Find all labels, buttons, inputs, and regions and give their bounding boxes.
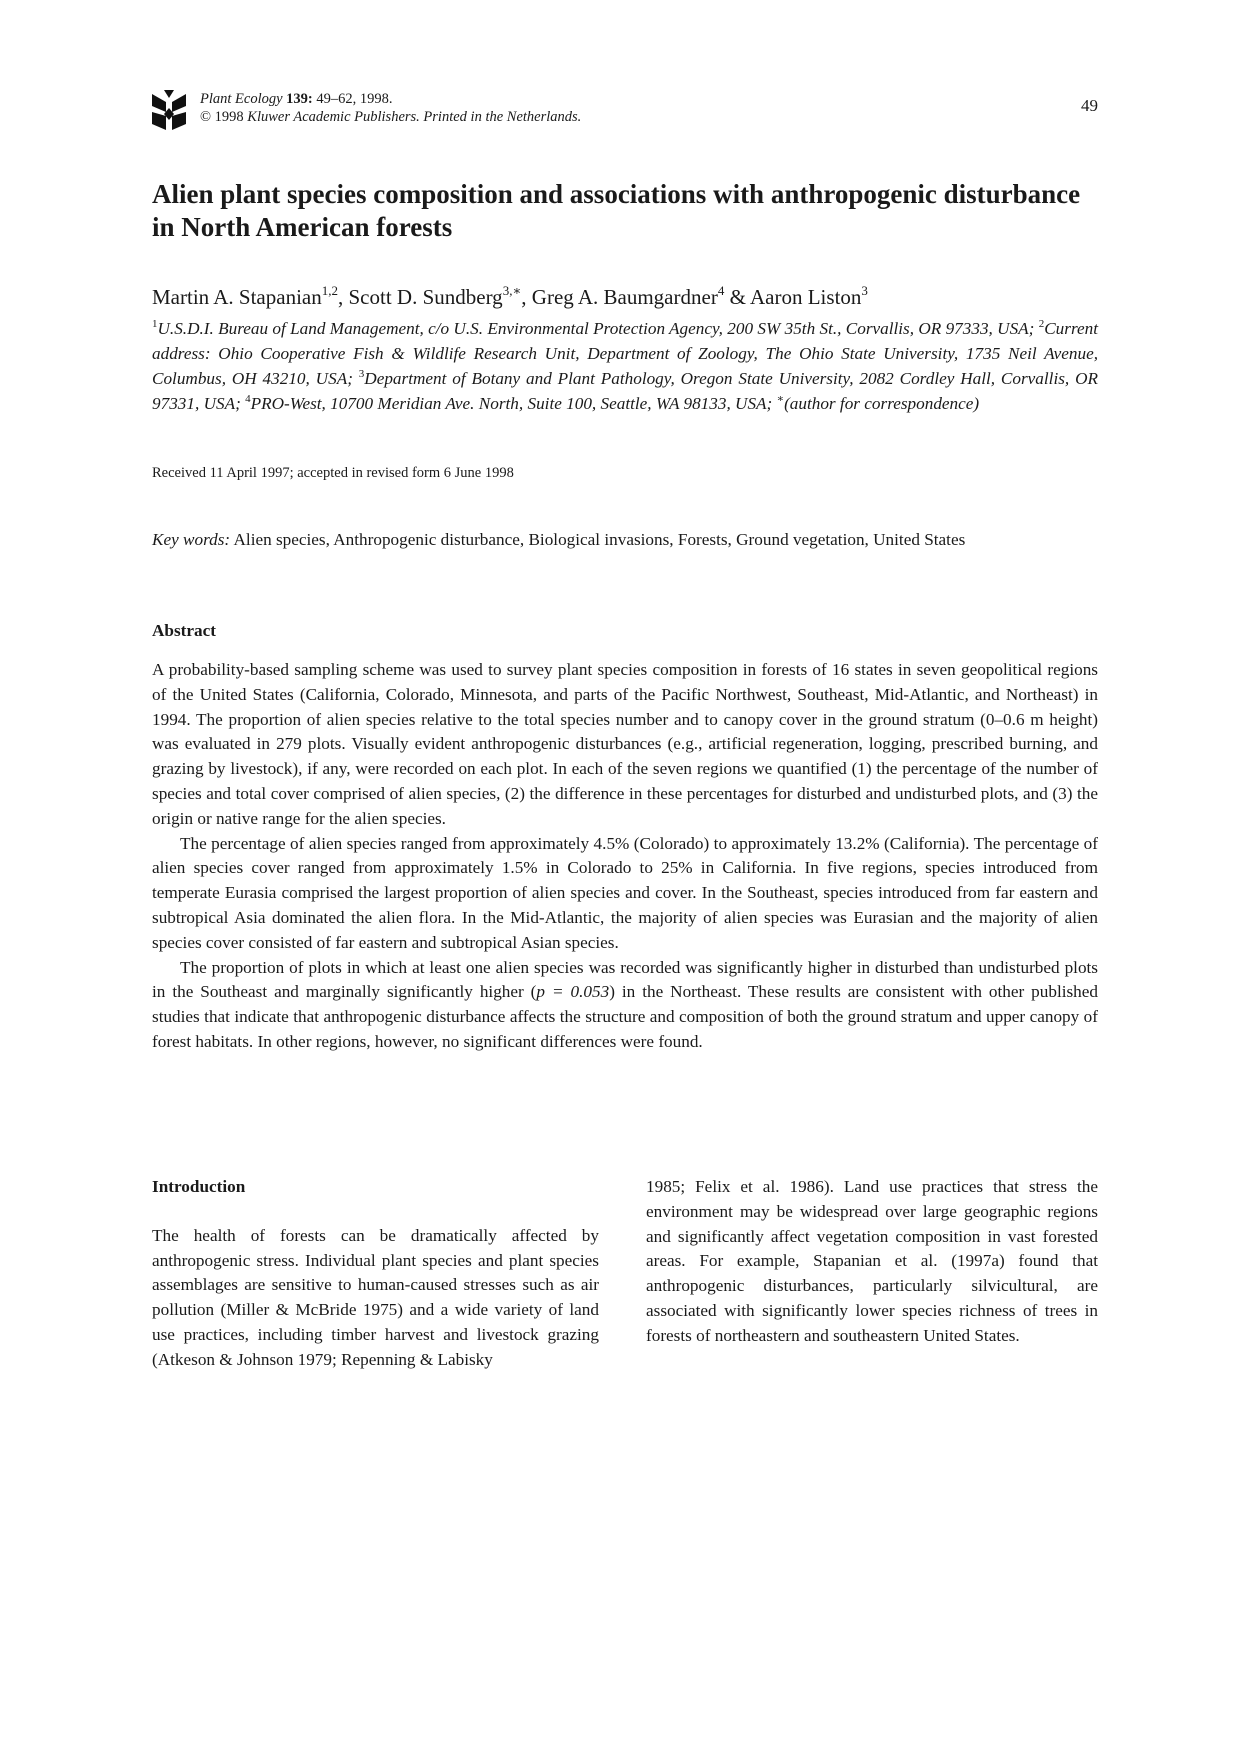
- correspondence-note: (author for correspondence): [784, 394, 980, 413]
- abstract-paragraph: The proportion of plots in which at least one alien species was recorded was significantly higher in disturbed than undisturbed plots in the Southeast and marginally significantly higher (p = 0.053) in the Northeast. These results are consistent with other published studies that indicate that anthropogenic disturbance affects the structure and composition of both the ground stratum and upper canopy of forest habitats. In other regions, however, no significant differences were found.: [152, 957, 1098, 1051]
- author: Martin A. Stapanian$^{1,2}$,: [152, 283, 349, 309]
- keywords: [152, 527, 1098, 552]
- kluwer-logo-icon: [152, 90, 186, 132]
- received-dates: Received 11 April 1997; accepted in revised form 6 June 1998: [152, 465, 514, 481]
- affiliation: PRO-West, 10700 Meridian Ave. North, Suite 100, Seattle, WA 98133, USA;: [250, 394, 777, 413]
- keywords-label: Key words:: [152, 530, 231, 549]
- affiliation: U.S.D.I. Bureau of Land Management, c/o U.S. Environmental Protection Agency, 200 SW 35th St., Corvallis, OR 97333, USA;: [157, 319, 1039, 338]
- abstract-paragraph: The percentage of alien species ranged from approximately 4.5% (Colorado) to approximately 13.2% (California). The percentage of alien species cover ranged from approximately 1.5% in Colorado to 25% in California. In five regions, species introduced from temperate Eurasia comprised the largest proportion of alien species and cover. In the Southeast, species introduced from far eastern and subtropical Asia dominated the alien flora. In the Mid-Atlantic, the majority of alien species was Eurasian and the majority of alien species cover consisted of far eastern and subtropical Asian species.: [152, 833, 1098, 952]
- introduction-heading: Introduction: [152, 1177, 246, 1196]
- introduction-left-column: [152, 1175, 599, 1373]
- introduction-paragraph: The health of forests can be dramatically affected by anthropogenic stress. Individual plant species and plant species assemblages are sensitive to human-caused stresses such as air pollution (Miller & McBride 1975) and a wide variety of land use practices, including timber harvest and livestock grazing (Atkeson & Johnson 1979; Repenning & Labisky: [152, 1225, 599, 1369]
- affiliation: Department of Botany and Plant Pathology, Oregon State University, 2082 Cordley Hall, Corvallis, OR 97331, USA;: [152, 369, 1098, 413]
- affiliations: $^1$U.S.D.I. Bureau of Land Management, c/o U.S. Environmental Protection Agency, 200 SW 35th St., Corvallis, OR 97333, USA; $^2$Current address: Ohio Cooperative Fish & Wildlife Research Unit, Department of Zoology, The Ohio State University, 1735 Neil Avenue, Columbus, OH 43210, USA; $^3$Department of Botany and Plant Pathology, Oregon State University, 2082 Cordley Hall, Corvallis, OR 97331, USA; $^4$PRO-West, 10700 Meridian Ave. North, Suite 100, Seattle, WA 98133, USA; ∗(author for correspondence): [152, 318, 1098, 413]
- affiliation: Current address: Ohio Cooperative Fish & Wildlife Research Unit, Department of Zoology, The Ohio State University, 1735 Neil Avenue, Columbus, OH 43210, USA;: [152, 319, 1098, 388]
- author: Scott D. Sundberg$^{3,∗}$,: [348, 283, 532, 309]
- author: Greg A. Baumgardner$^4$ &: [531, 283, 750, 309]
- keywords-text: Alien species, Anthropogenic disturbance, Biological invasions, Forests, Ground vegetation, United States: [233, 530, 966, 549]
- journal-pages-year: 49–62, 1998.: [316, 91, 393, 107]
- publisher-name: Kluwer Academic Publishers.: [247, 109, 420, 125]
- page-number: 49: [1081, 96, 1098, 115]
- journal-volume: 139:: [286, 91, 313, 107]
- abstract-heading: Abstract: [152, 621, 216, 640]
- author-list: [152, 284, 1098, 310]
- author: Aaron Liston$^3$: [750, 283, 868, 309]
- journal-citation: [200, 90, 581, 126]
- abstract-body: [152, 658, 1098, 1055]
- copyright-prefix: © 1998: [200, 109, 244, 125]
- journal-header: [152, 86, 1098, 136]
- journal-name: Plant Ecology: [200, 91, 283, 107]
- printed-location: Printed in the Netherlands.: [423, 109, 582, 125]
- p-value: p = 0.053: [536, 982, 610, 1002]
- paper-title: Alien plant species composition and associations with anthropogenic disturbance in North American forests: [152, 179, 1081, 242]
- introduction-right-column: 1985; Felix et al. 1986). Land use practices that stress the environment may be widespread over large geographic regions and significantly affect vegetation composition in vast forested areas. For example, Stapanian et al. (1997a) found that anthropogenic disturbances, particularly silvicultural, are associated with significantly lower species richness of trees in forests of northeastern and southeastern United States.: [646, 1177, 1098, 1345]
- abstract-paragraph: A probability-based sampling scheme was used to survey plant species composition in forests of 16 states in seven geopolitical regions of the United States (California, Colorado, Minnesota, and parts of the Pacific Northwest, Southeast, Mid-Atlantic, and Northeast) in 1994. The proportion of alien species relative to the total species number and to canopy cover in the ground stratum (0–0.6 m height) was evaluated in 279 plots. Visually evident anthropogenic disturbances (e.g., artificial regeneration, logging, prescribed burning, and grazing by livestock), if any, were recorded on each plot. In each of the seven regions we quantified (1) the percentage of the number of species and total cover comprised of alien species, (2) the difference in these percentages for disturbed and undisturbed plots, and (3) the origin or native range for the alien species.: [152, 660, 1098, 828]
